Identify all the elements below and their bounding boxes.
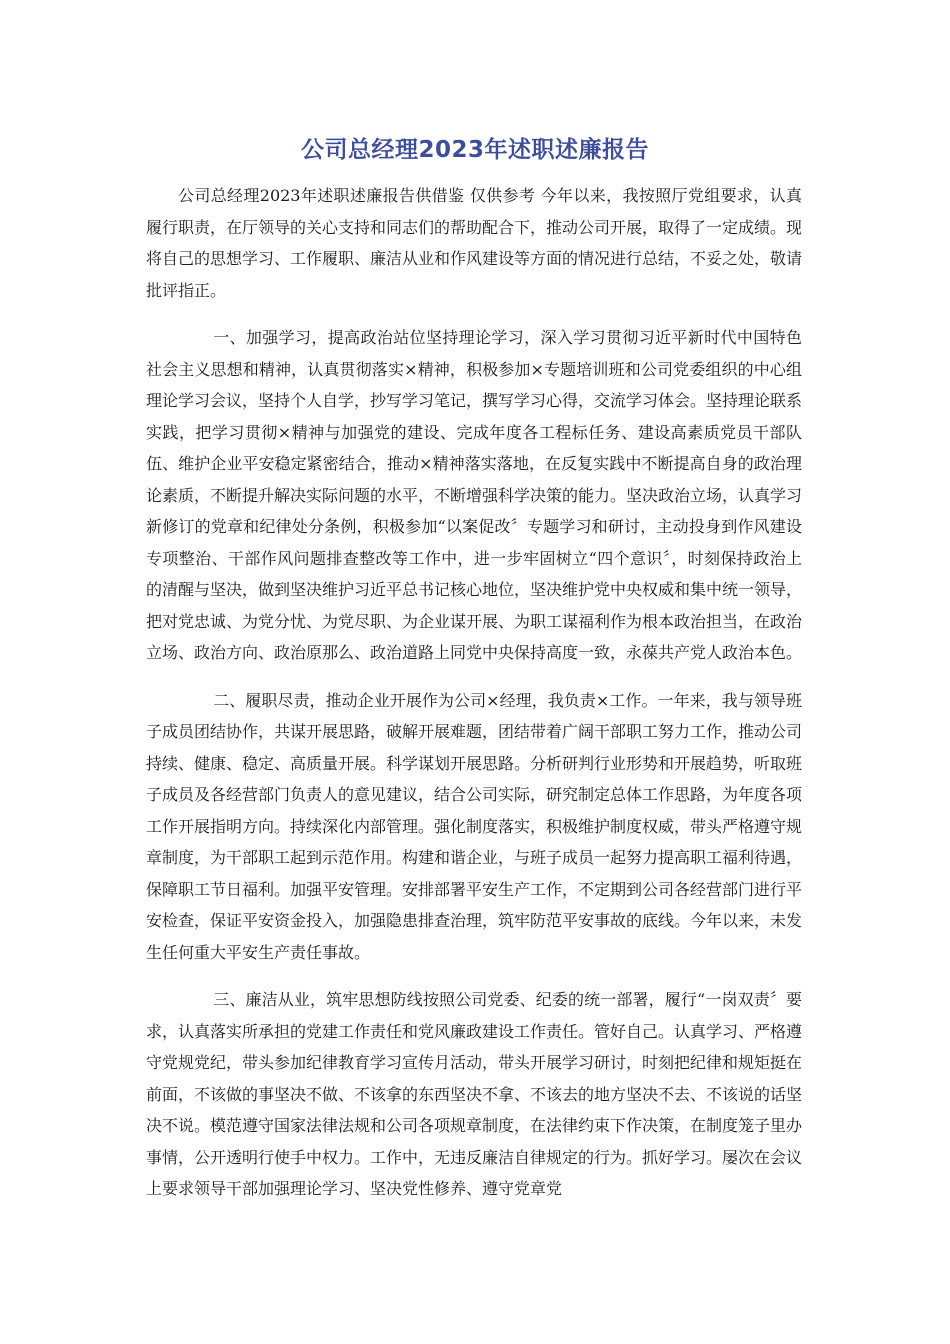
section-3-paragraph: 三、廉洁从业，筑牢思想防线按照公司党委、纪委的统一部署，履行“一岗双责〞要求，认真落实所承担的党建工作责任和党风廉政建设工作责任。管好自己。认真学习、严格遵守党规党纪，带头参加纪律教育学习宣传月活动，带头开展学习研讨，时刻把纪律和规矩挺在前面，不该做的事坚决不做、不该拿的东西坚决不拿、不该去的地方坚决不去、不该说的话坚决不说。模范遵守国家法律法规和公司各项规章制度，在法律约束下作决策，在制度笼子里办事情，公开透明行使手中权力。工作中，无违反廉洁自律规定的行为。抓好学习。屡次在会议上要求领导干部加强理论学习、坚决党性修养、遵守党章党 bbox=[146, 990, 803, 1198]
document-body bbox=[146, 180, 802, 1205]
document-title: 公司总经理2023年述职述廉报告 bbox=[300, 137, 649, 163]
section-1-paragraph: 一、加强学习，提高政治站位坚持理论学习，深入学习贯彻习近平新时代中国特色社会主义思想和精神，认真贯彻落实×精神，积极参加×专题培训班和公司党委组织的中心组理论学习会议，坚持个人自学，抄写学习笔记，撰写学习心得，交流学习体会。坚持理论联系实践，把学习贯彻×精神与加强党的建设、完成年度各工程标任务、建设高素质党员干部队伍、维护企业平安稳定紧密结合，推动×精神落实落地，在反复实践中不断提高自身的政治理论素质，不断提升解决实际问题的水平，不断增强科学决策的能力。坚决政治立场，认真学习新修订的党章和纪律处分条例，积极参加“以案促改〞专题学习和研讨，主动投身到作风建设专项整治、干部作风问题排查整改等工作中，进一步牢固树立“四个意识〞，时刻保持政治上的清醒与坚决，做到坚决维护习近平总书记核心地位，坚决维护党中央权威和集中统一领导，把对党忠诚、为党分忧、为党尽职、为企业谋开展、为职工谋福利作为根本政治担当，在政治立场、政治方向、政治原那么、政治道路上同党中央保持高度一致，永葆共产党人政治本色。 bbox=[146, 328, 803, 662]
intro-paragraph: 公司总经理2023年述职述廉报告供借鉴 仅供参考 今年以来，我按照厅党组要求，认真履行职责，在厅领导的关心支持和同志们的帮助配合下，推动公司开展，取得了一定成绩。现将自己的思想学习、工作履职、廉洁从业和作风建设等方面的情况进行总结，不妥之处，敬请批评指正。 bbox=[146, 186, 803, 300]
section-2-paragraph: 二、履职尽责，推动企业开展作为公司×经理，我负责×工作。一年来，我与领导班子成员团结协作，共谋开展思路，破解开展难题，团结带着广阔干部职工努力工作，推动公司持续、健康、稳定、高质量开展。科学谋划开展思路。分析研判行业形势和开展趋势，听取班子成员及各经营部门负责人的意见建议，结合公司实际，研究制定总体工作思路，为年度各项工作开展指明方向。持续深化内部管理。强化制度落实，积极维护制度权威，带头严格遵守规章制度，为干部职工起到示范作用。构建和谐企业，与班子成员一起努力提高职工福利待遇，保障职工节日福利。加强平安管理。安排部署平安生产工作，不定期到公司各经营部门进行平安检查，保证平安资金投入，加强隐患排查治理，筑牢防范平安事故的底线。今年以来，未发生任何重大平安生产责任事故。 bbox=[146, 690, 803, 962]
